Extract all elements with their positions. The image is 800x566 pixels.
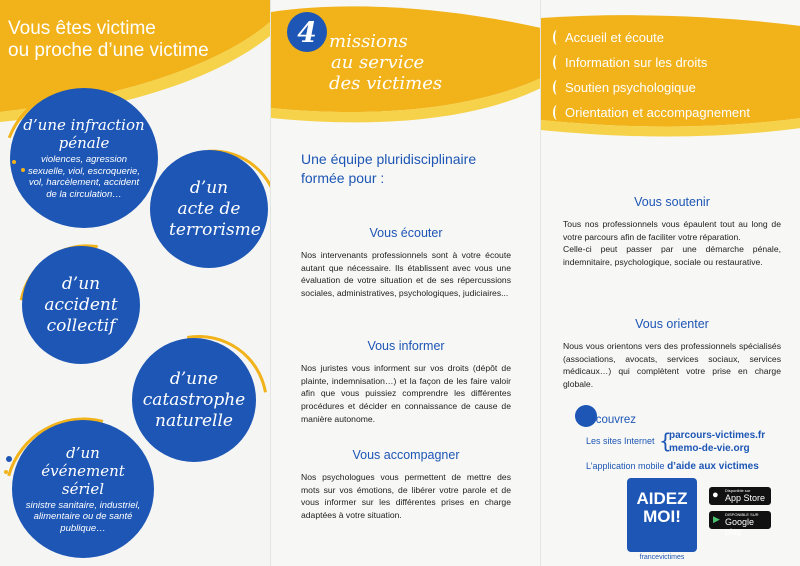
panel-middle	[270, 0, 541, 566]
section-accompagner	[301, 448, 511, 522]
section-text: Nos psychologues vous permettent de mettre des mots sur vos émotions, de libérer votre parole et de vous informer sur les différentes prises en charge adaptées à votre situation.	[301, 472, 511, 521]
decor-dot	[16, 148, 22, 154]
decor-dot	[6, 456, 12, 462]
panel-right	[540, 0, 800, 566]
bubble-evenement-seriel	[12, 420, 154, 558]
bubble-accident-collectif	[22, 246, 140, 364]
appstore-big: App Store	[725, 493, 766, 503]
middle-heading-line1: missions	[329, 31, 408, 52]
bubble-title: d’un accident collectif	[44, 273, 118, 336]
section-title: Vous écouter	[369, 226, 443, 240]
bubble-title: d’un acte de terrorisme	[169, 177, 261, 240]
play-icon: ▶	[713, 514, 720, 524]
section-informer	[301, 339, 511, 426]
app-name: d’aide aux victimes	[667, 461, 759, 472]
gplay-small: DISPONIBLE SUR	[725, 512, 759, 517]
decor-dot	[12, 160, 16, 164]
section-orienter	[563, 317, 781, 391]
left-heading-line2: ou proche d’une victime	[8, 40, 209, 61]
app-label: L’application mobile	[586, 461, 665, 471]
apple-icon: ●	[712, 489, 719, 501]
discover-label: Découvrez	[581, 414, 636, 426]
mission-label: Soutien psychologique	[565, 80, 696, 95]
site-link-parcours[interactable]: parcours-victimes.fr	[669, 430, 766, 441]
mission-item	[553, 55, 707, 70]
section-text: Tous nos professionnels vous épaulent tout au long de votre parcours afin de faciliter votre réparation.	[563, 219, 781, 242]
section-soutenir	[563, 195, 781, 269]
sites-list	[669, 429, 765, 455]
aidez-moi-logo[interactable]	[627, 478, 697, 552]
gplay-big: Google play	[725, 517, 755, 537]
site-link-memo[interactable]: memo-de-vie.org	[669, 443, 750, 454]
mission-item	[553, 105, 750, 120]
section-text: Nous vous orientons vers des professionnels spécialisés (associations, avocats, services sociaux, services médicaux…) qui complètent votre prise en charge globale.	[563, 341, 781, 390]
section-title: Vous informer	[367, 339, 445, 353]
logo-line1: AIDEZ	[636, 489, 688, 508]
section-title: Vous soutenir	[634, 195, 710, 209]
app-line	[586, 461, 759, 472]
app-store-badge[interactable]	[709, 487, 771, 505]
intro-heading	[301, 150, 531, 188]
section-text: Nos intervenants professionnels sont à votre écoute autant que nécessaire. Ils établissent avec vous une évaluation de votre situation et de ses répercussions sociales, administratives, psychologiques, judiciaires...	[301, 250, 511, 299]
bracket-icon	[553, 55, 561, 70]
section-text: Celle-ci peut passer par une démarche pénale, indemnitaire, psychologique, sociale ou restaurative.	[563, 244, 781, 268]
mission-label: Information sur les droits	[565, 55, 708, 70]
mission-label: Orientation et accompagnement	[565, 105, 750, 120]
section-title: Vous accompagner	[352, 448, 460, 462]
bubble-infraction-penale	[10, 88, 158, 228]
google-play-badge[interactable]	[709, 511, 771, 537]
bubble-title: d’une catastrophe naturelle	[142, 368, 246, 431]
middle-heading	[329, 31, 442, 94]
sites-label: Les sites Internet	[586, 436, 655, 446]
bracket-icon	[553, 80, 561, 95]
left-heading-line1: Vous êtes victime	[8, 18, 156, 39]
bubble-catastrophe-naturelle	[132, 338, 256, 462]
bubble-title: d’un événement sériel	[41, 443, 125, 498]
section-text: Nos juristes vous informent sur vos droits (dépôt de plainte, indemnisation…) et la façon de les faire valoir afin que vous puissiez comprendre les différentes procédures et décider en connaissance de cause de manière autonome.	[301, 363, 511, 424]
mission-item	[553, 80, 696, 95]
badge-number: 4	[297, 15, 317, 49]
section-title: Vous orienter	[635, 317, 709, 331]
brace-icon: {	[659, 429, 672, 453]
logo-line2: MOI!	[643, 507, 681, 526]
intro-line1: Une équipe pluridisciplinaire	[301, 151, 477, 167]
section-ecouter	[301, 226, 511, 300]
mission-item	[553, 30, 664, 45]
brand-label: francevictimes	[639, 554, 685, 561]
bubble-title: d’une infraction pénale	[23, 116, 145, 152]
middle-heading-line3: des victimes	[329, 73, 443, 94]
bubble-subtitle: violences, agression sexuelle, viol, escroquerie, vol, harcèlement, accident de la circulation…	[28, 154, 140, 200]
decor-dot	[4, 470, 8, 474]
mission-label: Accueil et écoute	[565, 30, 665, 45]
appstore-small: Disponible sur	[725, 488, 751, 493]
bubble-acte-terrorisme	[150, 150, 268, 268]
intro-line2: formée pour :	[301, 170, 385, 186]
panel-left	[0, 0, 270, 566]
bubble-subtitle: sinistre sanitaire, industriel, alimentaire ou de santé publique…	[25, 499, 141, 534]
bracket-icon	[553, 105, 561, 120]
mission-count-badge	[287, 12, 327, 52]
middle-heading-line2: au service	[331, 52, 425, 73]
bracket-icon	[553, 30, 561, 45]
decor-dot	[21, 168, 25, 172]
